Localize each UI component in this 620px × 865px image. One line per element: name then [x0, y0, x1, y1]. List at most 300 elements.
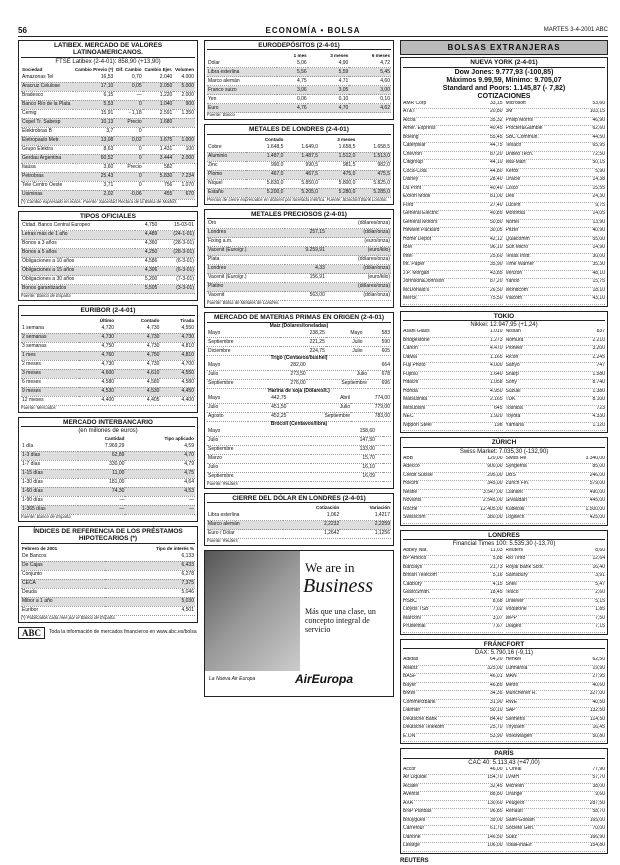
materias-cell — [376, 454, 384, 463]
metales-cell: Zinc — [207, 161, 246, 170]
ny-item-name: Verizon — [505, 270, 523, 276]
tokio-item-value: 4.000 — [489, 363, 503, 369]
londres-item-name: Unilever — [505, 598, 524, 604]
ny-item — [403, 143, 503, 152]
euribor-cell: 4,750 — [79, 342, 115, 351]
preciosos-cell — [285, 283, 326, 292]
paris-item-value: 106,00 — [487, 843, 503, 849]
paris-item — [403, 826, 503, 835]
londres-item-name: Abbey Nat. — [403, 547, 428, 553]
paris-item — [506, 835, 606, 844]
eurodepositos-cell: 4,90 — [308, 59, 350, 68]
frankfort-item-value: 46,01 — [489, 674, 503, 680]
paris-box — [400, 748, 608, 853]
latibex-cell: 2.591 — [143, 109, 174, 118]
preciosos-cell: 156,91 — [285, 274, 326, 283]
materias-cell: Diciembre — [207, 347, 280, 356]
paris-item-name: Accor — [403, 766, 416, 772]
preciosos-cell: (dólar/onza) — [326, 292, 391, 301]
preciosos-cell: (euro/kilo) — [326, 247, 391, 256]
frankfort-item-value: 132,50 — [589, 708, 605, 714]
page-header — [18, 26, 608, 37]
metales-col-header: 3 meses — [337, 137, 356, 143]
frankfort-item-value: 50,80 — [592, 733, 605, 739]
tokio-item-name: Mitsubishi — [403, 405, 426, 411]
preciosos-cell: (euro/kilo) — [326, 274, 391, 283]
zurich-item — [403, 498, 503, 507]
latibex-cell: Eletropaulo Metr. — [21, 136, 73, 145]
euribor-table — [21, 317, 195, 406]
tokio-item-name: Toyota — [505, 414, 521, 420]
zurich-item-value: 2.545,00 — [483, 498, 503, 504]
paris-item — [506, 818, 606, 827]
materias-cell: 15,70 — [311, 454, 376, 463]
ny-item-name: Philip Morris — [505, 117, 534, 123]
zurich-item — [403, 456, 503, 465]
hipotecarios-row — [21, 606, 195, 615]
euribor-cell: 4,730 — [115, 333, 160, 342]
eurodepositos-cell: 4,60 — [349, 77, 391, 86]
ny-item-name: Int. Paper — [403, 262, 425, 268]
paris-list-left — [403, 767, 503, 852]
euribor-row — [21, 333, 195, 342]
ny-item — [506, 109, 606, 118]
paris-item-value: 9,60 — [595, 792, 605, 798]
tokio-item-value: 1.920 — [489, 414, 503, 420]
euribor-cell: 9 meses — [21, 387, 79, 396]
ny-item — [403, 203, 503, 212]
zurich-item-name: Clariant — [505, 489, 523, 495]
zurich-item-value: 345,00 — [487, 481, 503, 487]
zurich-item-value: 3.547,00 — [483, 489, 503, 495]
interbancario-cell: 1-60 días — [21, 487, 78, 496]
metales-box — [204, 124, 394, 204]
euribor-title: EURIBOR (2-4-01) — [21, 307, 195, 315]
materias-group-title: Brócoli (Centavos/libra) — [270, 420, 328, 427]
tipos-row — [21, 249, 195, 258]
euribor-cell: 4,405 — [115, 396, 160, 405]
materias-cell: 451,50 — [248, 403, 288, 412]
ny-item-name: Microsoft — [505, 100, 526, 106]
frankfort-item-name: Allianz — [403, 665, 418, 671]
ny-item-value: 15,55 — [592, 185, 605, 191]
latibex-col-header: Cambio Previo (*) — [74, 67, 114, 73]
frankfort-item-name: Bayer — [403, 682, 417, 688]
materias-group-title: Harina de soja (Dólares/t.) — [268, 388, 330, 395]
euribor-cell: 3 semanas — [21, 342, 79, 351]
hipotecarios-title: ÍNDICES DE REFERENCIA DE LOS PRÉSTAMOS HIPOTECARIOS (*) — [21, 528, 195, 544]
euribor-cell: 4,700 — [160, 360, 195, 369]
preciosos-cell — [285, 220, 326, 229]
eurodepositos-row — [207, 59, 391, 68]
interbancario-title: MERCADO INTERBANCARIO — [21, 419, 195, 427]
ny-item-name: Qualcomm — [505, 236, 530, 242]
metales-cell: 5.285,0 — [356, 188, 391, 197]
euribor-cell: 4,720 — [79, 325, 115, 334]
latibex-cell: Cemig — [21, 109, 73, 118]
tokio-item-name: Honda — [403, 388, 418, 394]
latibex-cell: Precio — [114, 118, 142, 127]
latibex-note: (*) Cambio expresado en euros. Fuente: Sociedad Rectora de la Bolsa de Madrid. — [21, 198, 177, 204]
londres-item-name: Barclays — [403, 564, 423, 570]
euribor-cell: 4,580 — [79, 378, 115, 387]
londres-item-name: Sainsbury — [505, 573, 528, 579]
ny-item-value: 43,10 — [592, 296, 605, 302]
euribor-cell: 2 meses — [21, 360, 79, 369]
ny-item-value: 55,00 — [592, 236, 605, 242]
tokio-item — [506, 389, 606, 398]
tipos-cell: Obligaciones a 30 años — [21, 276, 135, 285]
tokio-item-name: Daiwa — [403, 354, 417, 360]
metales-cell: Aluminio — [207, 152, 246, 161]
paris-item-value: 57,70 — [592, 775, 605, 781]
londres-item-value: 7,67 — [492, 624, 503, 630]
frankfort-item-value: 34,35 — [489, 691, 503, 697]
ny-item-value: 14,05 — [592, 211, 605, 217]
latibex-cell: Precio — [114, 163, 142, 172]
londres-item — [403, 590, 503, 599]
interbancario-row — [21, 451, 195, 460]
tipos-cell: 5,200 — [135, 276, 159, 285]
ny-item-name: Hewlett Packard — [403, 228, 440, 234]
latibex-cell — [173, 127, 195, 136]
londres-item-value: 5,88 — [492, 556, 503, 562]
frankfort-index: DAX: 5.790,16 (-9,11) — [475, 650, 533, 657]
preciosos-row — [207, 274, 391, 283]
tokio-item-value: 198 — [494, 422, 503, 428]
paris-item-value: 287,50 — [589, 800, 605, 806]
zurich-item-name: Credit Suisse — [403, 472, 433, 478]
londres-item-name: Diageo — [505, 624, 522, 630]
euribor-cell: 4,530 — [79, 387, 115, 396]
latibex-row — [21, 109, 195, 118]
preciosos-row — [207, 220, 391, 229]
tipos-cell: (6-3-01) — [158, 267, 195, 276]
hipotecarios-cell: 5,030 — [105, 597, 195, 606]
tipos-row — [21, 240, 195, 249]
ny-item-value: 18,10 — [592, 287, 605, 293]
londres-box — [400, 530, 608, 635]
londres-list-right — [506, 548, 606, 633]
eurodepositos-cell: Yen — [207, 95, 277, 104]
frankfort-item-value: 114,50 — [590, 716, 605, 722]
interbancario-cell: 1-7 días — [21, 460, 78, 469]
hipotecarios-cell: Euribor — [21, 606, 105, 615]
materias-cell: 442,75 — [248, 395, 288, 404]
interbancario-cell: 7.969,29 — [78, 443, 126, 452]
metales-cell: 982,0 — [356, 161, 391, 170]
latibex-cell: 3,60 — [73, 163, 114, 172]
dolar-col-header: Cotización — [316, 505, 340, 511]
tokio-item-name: Fujitsu — [403, 371, 418, 377]
zurich-item-name: UBS — [505, 472, 516, 478]
ny-item — [506, 211, 606, 220]
hipotecarios-row — [21, 561, 195, 570]
ny-item — [506, 254, 606, 263]
zurich-item-value: 120,00 — [487, 455, 503, 461]
ny-item — [403, 169, 503, 178]
latibex-cell: 1.680 — [143, 118, 174, 127]
materias-cell: 783,00 — [351, 412, 391, 421]
londres-item-value: 11,03 — [490, 547, 503, 553]
euribor-cell: 4,760 — [79, 351, 115, 360]
interbancario-cell: 1-15 días — [21, 469, 78, 478]
tipos-cell: Obligaciones a 10 años — [21, 258, 135, 267]
euribor-col-header — [21, 317, 79, 325]
interbancario-cell: 1-90 días — [21, 496, 78, 505]
materias-cell: Septiembre — [207, 380, 268, 389]
frankfort-item-value: 325,00 — [487, 665, 503, 671]
materias-cell: Septiembre — [287, 412, 351, 421]
euribor-row — [21, 360, 195, 369]
latibex-cell: Amazonas Tel — [21, 74, 73, 83]
latibex-cell: 0,02 — [114, 136, 142, 145]
preciosos-cell: (dólar/onza) — [326, 229, 391, 238]
euribor-cell: 4,530 — [115, 387, 160, 396]
dolar-header-row — [207, 504, 391, 512]
frankfort-item-name: Commerzbank — [403, 699, 436, 705]
interbancario-row — [21, 443, 195, 452]
frankfort-item — [403, 734, 503, 743]
tokio-item-name: Fuji Photo — [403, 363, 426, 369]
ny-item-value: 44,75 — [489, 143, 503, 149]
latibex-row — [21, 172, 195, 181]
tipos-cell: (7-3-01) — [158, 276, 195, 285]
metales-cell: 5.830,0 — [246, 179, 284, 188]
preciosos-cell: (dólar/onza) — [326, 265, 391, 274]
ny-sub: COTIZACIONES — [477, 92, 531, 100]
tokio-item — [506, 397, 606, 406]
materias-row — [207, 463, 391, 472]
tokio-item — [506, 423, 606, 432]
ny-item-name: Motorola — [505, 211, 525, 217]
materias-row — [207, 428, 391, 437]
euribor-cell: 4,580 — [115, 378, 160, 387]
londres-item — [506, 573, 606, 582]
tipos-row — [21, 276, 195, 285]
euribor-cell: 4,730 — [79, 360, 115, 369]
latibex-cell: Itaúsa — [21, 163, 73, 172]
tokio-item-value: 1.010 — [489, 329, 503, 335]
ny-item-name: Texas Instr. — [505, 253, 531, 259]
tokio-item-value: 837 — [596, 329, 605, 335]
eurodepositos-header-row — [207, 51, 391, 59]
paris-item-name: Air Liquide — [403, 775, 427, 781]
tokio-item — [403, 372, 503, 381]
ny-item-name: Time Warner — [505, 262, 535, 268]
abc-logo: ABC — [18, 627, 45, 639]
materias-row — [207, 472, 391, 481]
latibex-cell: 0 — [114, 127, 142, 136]
materias-cell: 16,10 — [311, 463, 376, 472]
zurich-item — [506, 456, 606, 465]
latibex-cell: 15,91 — [73, 109, 114, 118]
interbancario-cell: 181,00 — [78, 478, 126, 487]
eurodepositos-cell: 4,75 — [277, 77, 308, 86]
paris-item-name: Carrefour — [403, 826, 425, 832]
euribor-row — [21, 342, 195, 351]
eurodepositos-cell: 4,72 — [349, 59, 391, 68]
euribor-cell: 4,450 — [160, 387, 195, 396]
ny-item — [403, 177, 503, 186]
metales-cell: 467,5 — [284, 170, 319, 179]
metales-cell: 1.513,0 — [356, 152, 391, 161]
zurich-item-value: 490,00 — [589, 489, 605, 495]
materias-cell: 779,00 — [351, 403, 391, 412]
latibex-row — [21, 82, 195, 91]
frankfort-item — [403, 725, 503, 734]
tokio-item-value: 2.165 — [489, 397, 503, 403]
ny-item-value: 15,75 — [592, 279, 605, 285]
abc-link-text[interactable]: Toda la información de mercados financieros en www.abc.es/bolsa — [49, 629, 197, 636]
zurich-item — [506, 473, 606, 482]
londres-item-name: BP Amoco — [403, 556, 427, 562]
londres-item — [403, 607, 503, 616]
latibex-cell: Usiminas — [21, 190, 73, 199]
latibex-cell: Gerdau Argentina — [21, 154, 73, 163]
ny-item-name: Chevron — [403, 151, 422, 157]
interbancario-cell: — — [125, 496, 195, 505]
eurodepositos-cell: 3,05 — [308, 86, 350, 95]
latibex-title: LATIBEX. MERCADO DE VALORES LATINOAMERICANOS. — [21, 42, 195, 58]
eurodepositos-cell: Euro — [207, 104, 277, 113]
latibex-cell: 1.675 — [143, 136, 174, 145]
ny-list-left — [403, 101, 503, 305]
londres-item-name: WPP — [505, 615, 517, 621]
tokio-item-value: 645 — [494, 405, 503, 411]
materias-group-table — [207, 428, 391, 482]
ny-item-value: 44,50 — [592, 134, 605, 140]
interbancario-cell: 4,75 — [125, 469, 195, 478]
eurodepositos-cell: Franco suizo — [207, 86, 277, 95]
paris-item-name: Aventis — [403, 792, 420, 798]
dolar-cell: 2,2232 — [283, 521, 340, 530]
frankfort-item-name: Henkel — [505, 657, 522, 663]
latibex-cell: 756 — [143, 181, 174, 190]
ad-brand-logo: AirEuropa — [295, 672, 354, 687]
materias-row — [207, 371, 391, 380]
tokio-item-value: 2.245 — [592, 354, 605, 360]
euribor-row — [21, 396, 195, 405]
paris-item-value: 154,70 — [487, 775, 503, 781]
materias-cell — [376, 428, 384, 437]
ny-item — [403, 271, 503, 280]
frankfort-item-name: SAP — [505, 708, 516, 714]
metales-cell: 1.487,0 — [246, 152, 284, 161]
paris-item — [403, 818, 503, 827]
ny-item — [506, 296, 606, 305]
latibex-cell: 1.000 — [173, 136, 195, 145]
materias-row — [207, 403, 391, 412]
ny-item — [403, 262, 503, 271]
latibex-table — [21, 66, 195, 200]
latibex-cell: 10,13 — [73, 118, 114, 127]
ny-item — [506, 118, 606, 127]
zurich-item-value: 900,00 — [487, 464, 503, 470]
metales-cell: 990,0 — [246, 161, 284, 170]
latibex-cell: 0 — [114, 100, 142, 109]
londres-item — [403, 624, 503, 633]
tokio-title: TOKIO — [403, 313, 605, 321]
metales-cell: Estaño — [207, 188, 246, 197]
eurodepositos-cell: Dólar — [207, 59, 277, 68]
metales-header-row — [207, 136, 391, 144]
latibex-cell: 670 — [173, 190, 195, 199]
materias-cell — [376, 445, 384, 454]
ny-item-value: 46,90 — [592, 117, 605, 123]
latibex-row — [21, 74, 195, 83]
dolar-cell: 1,1256 — [340, 530, 391, 539]
aireuropa-advertisement[interactable] — [204, 550, 394, 697]
interbancario-cell: 1-3 días — [21, 451, 78, 460]
tokio-item — [403, 423, 503, 432]
tokio-item-name: Suzuki — [505, 388, 521, 394]
euribor-cell: 3 meses — [21, 369, 79, 378]
materias-cell: Julio — [207, 463, 311, 472]
londres-item — [403, 573, 503, 582]
frankfort-item-name: MAN — [505, 674, 517, 680]
tipos-cell: 4,489 — [135, 231, 159, 240]
hipotecarios-cell: 6,278 — [105, 570, 195, 579]
dolar-source: Fuente: Reuters — [207, 538, 238, 544]
paris-item-name: Société Gén. — [505, 826, 535, 832]
materias-cell: 452,25 — [248, 412, 288, 421]
euribor-source: Fuente: Mercados — [21, 404, 56, 410]
paris-item-name: Lafarge — [403, 843, 420, 849]
ny-item-value: 40,85 — [489, 211, 503, 217]
latibex-row — [21, 118, 195, 127]
zurich-item-value: 85,00 — [592, 464, 605, 470]
tipos-cell: 4,586 — [135, 258, 159, 267]
frankfort-item-value: 53,90 — [489, 733, 503, 739]
hipotecarios-table — [21, 545, 195, 616]
paris-item — [506, 826, 606, 835]
interbancario-cell: 1-365 días — [21, 505, 78, 514]
ny-item-value: 9,75 — [595, 202, 605, 208]
metales-cell: 5.825,0 — [356, 179, 391, 188]
eurodepositos-cell: Marco alemán — [207, 77, 277, 86]
paris-item — [403, 784, 503, 793]
frankfort-item — [506, 674, 606, 683]
latibex-cell: 2.050 — [143, 82, 174, 91]
materias-cell — [307, 362, 368, 371]
materias-cell — [376, 436, 384, 445]
metales-note: Precios de cierre expresados en dólares por tonelada métrica. Fuente: Standard Bank London. — [207, 196, 388, 202]
ny-item-value: 62,60 — [592, 126, 605, 132]
tokio-item-value: 4.950 — [489, 388, 503, 394]
ny-item — [403, 228, 503, 237]
tokio-item — [403, 397, 503, 406]
londres-item-name: Royal Bank Scot. — [505, 564, 544, 570]
ny-line-2: Máximos 9.99,59, Mínimo: 9.705,07 — [446, 76, 562, 84]
londres-item-value: 7,15 — [595, 624, 605, 630]
ny-item-name: Procter&Gamble — [505, 126, 543, 132]
preciosos-cell — [285, 256, 326, 265]
preciosos-row — [207, 283, 391, 292]
preciosos-table — [207, 220, 391, 301]
paris-item-value: 130,60 — [487, 800, 503, 806]
zurich-item — [506, 498, 606, 507]
frankfort-item-name: Volkswagen — [505, 733, 533, 739]
page-number: 56 — [18, 26, 27, 35]
ny-item-value: 35,90 — [489, 262, 503, 268]
ny-item-value: 35,32 — [489, 117, 503, 123]
tokio-item — [506, 406, 606, 415]
eurodepositos-table — [207, 51, 391, 113]
preciosos-cell: Vacenit — [207, 292, 285, 301]
interbancario-cell: 4,59 — [125, 443, 195, 452]
section-title: ECONOMÍA • BOLSA — [265, 26, 361, 35]
